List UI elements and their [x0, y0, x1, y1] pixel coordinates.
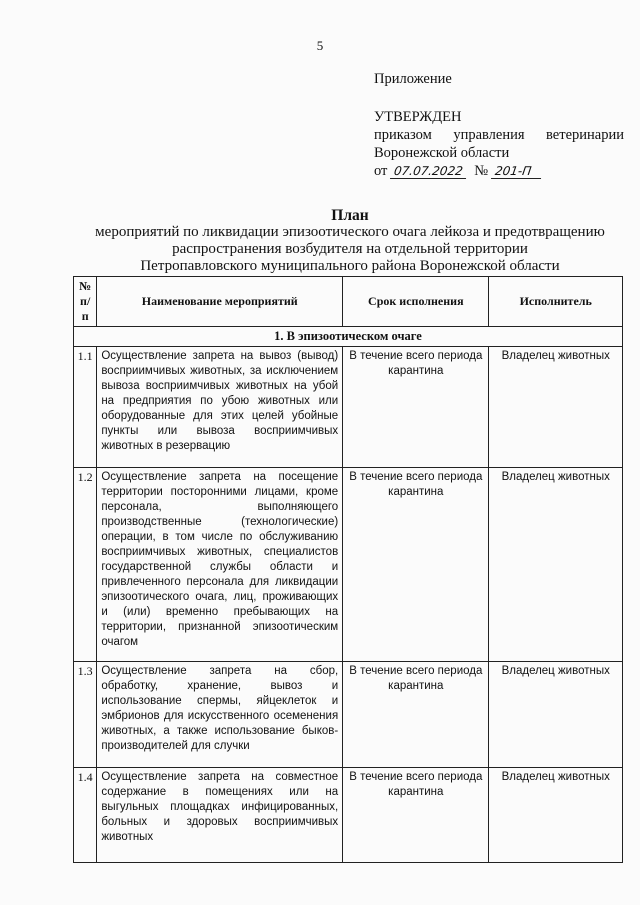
approved-label: УТВЕРЖДЕН: [374, 109, 462, 125]
table-row: [74, 468, 623, 662]
section-title: 1. В эпизоотическом очаге: [74, 327, 623, 347]
row-executor: Владелец животных: [489, 347, 623, 468]
row-desc: Осуществление запрета на совместное содержание в помещениях или на выгульных площадках инфицированных, больных и здоровых восприимчивых животных: [97, 768, 343, 863]
table-row: [74, 768, 623, 863]
row-executor: Владелец животных: [489, 662, 623, 768]
header-num: № п/п: [74, 277, 97, 327]
header-term: Срок исполнения: [343, 277, 489, 327]
approval-block: [374, 70, 624, 180]
row-executor: Владелец животных: [489, 468, 623, 662]
date-prefix: от: [374, 163, 388, 179]
row-num: 1.2: [74, 468, 97, 662]
approval-date-line: [374, 162, 624, 180]
title-line-3: Петропавловского муниципального района Воронежской области: [140, 258, 560, 274]
row-desc: Осуществление запрета на вывоз (вывод) восприимчивых животных, за исключением вывоза восприимчивых животных на убой на предприятия по убою животных или оборудованные для этих целей убойные пункты или вывоза восприимчивых животных в резервацию: [97, 347, 343, 468]
header-executor: Исполнитель: [489, 277, 623, 327]
title-line-2: распространения возбудителя на отдельной территории: [172, 241, 528, 257]
handwritten-number: 201-П: [491, 164, 543, 179]
number-prefix: №: [474, 163, 489, 179]
row-term: В течение всего периода карантина: [343, 768, 489, 863]
title-line-1: мероприятий по ликвидации эпизоотического очага лейкоза и предотвращению: [95, 224, 605, 240]
row-num: 1.3: [74, 662, 97, 768]
row-term: В течение всего периода карантина: [343, 347, 489, 468]
row-num: 1.4: [74, 768, 97, 863]
table-header-row: [74, 277, 623, 327]
handwritten-date: 07.07.2022: [390, 164, 468, 179]
section-row: [74, 327, 623, 347]
approval-region-line: Воронежской области: [374, 145, 510, 161]
appendix-label: Приложение: [374, 71, 452, 87]
row-desc: Осуществление запрета на посещение территории посторонними лицами, кроме персонала, выполняющего производственные (технологические) операции, в том числе по обслуживанию восприимчивых животных, специалистов государственной службы области и привлеченного персонала для ликвидации эпизоотического очага, лиц, проживающих и (или) временно пребывающих на территории, признанной эпизоотическим очагом: [97, 468, 343, 662]
row-num: 1.1: [74, 347, 97, 468]
table-row: [74, 347, 623, 468]
row-executor: Владелец животных: [489, 768, 623, 863]
page-number: 5: [316, 38, 324, 53]
row-desc: Осуществление запрета на сбор, обработку, хранение, вывоз и использование спермы, яйцеклеток и эмбрионов для искусственного осеменения животных, а также использование быков-производителей для случки: [97, 662, 343, 768]
plan-table: [73, 276, 623, 863]
document-title: [60, 207, 640, 275]
header-name: Наименование мероприятий: [97, 277, 343, 327]
table-row: [74, 662, 623, 768]
approval-order-line: приказом управления ветеринарии: [374, 127, 624, 143]
title-heading: План: [331, 207, 369, 224]
row-term: В течение всего периода карантина: [343, 662, 489, 768]
row-term: В течение всего периода карантина: [343, 468, 489, 662]
